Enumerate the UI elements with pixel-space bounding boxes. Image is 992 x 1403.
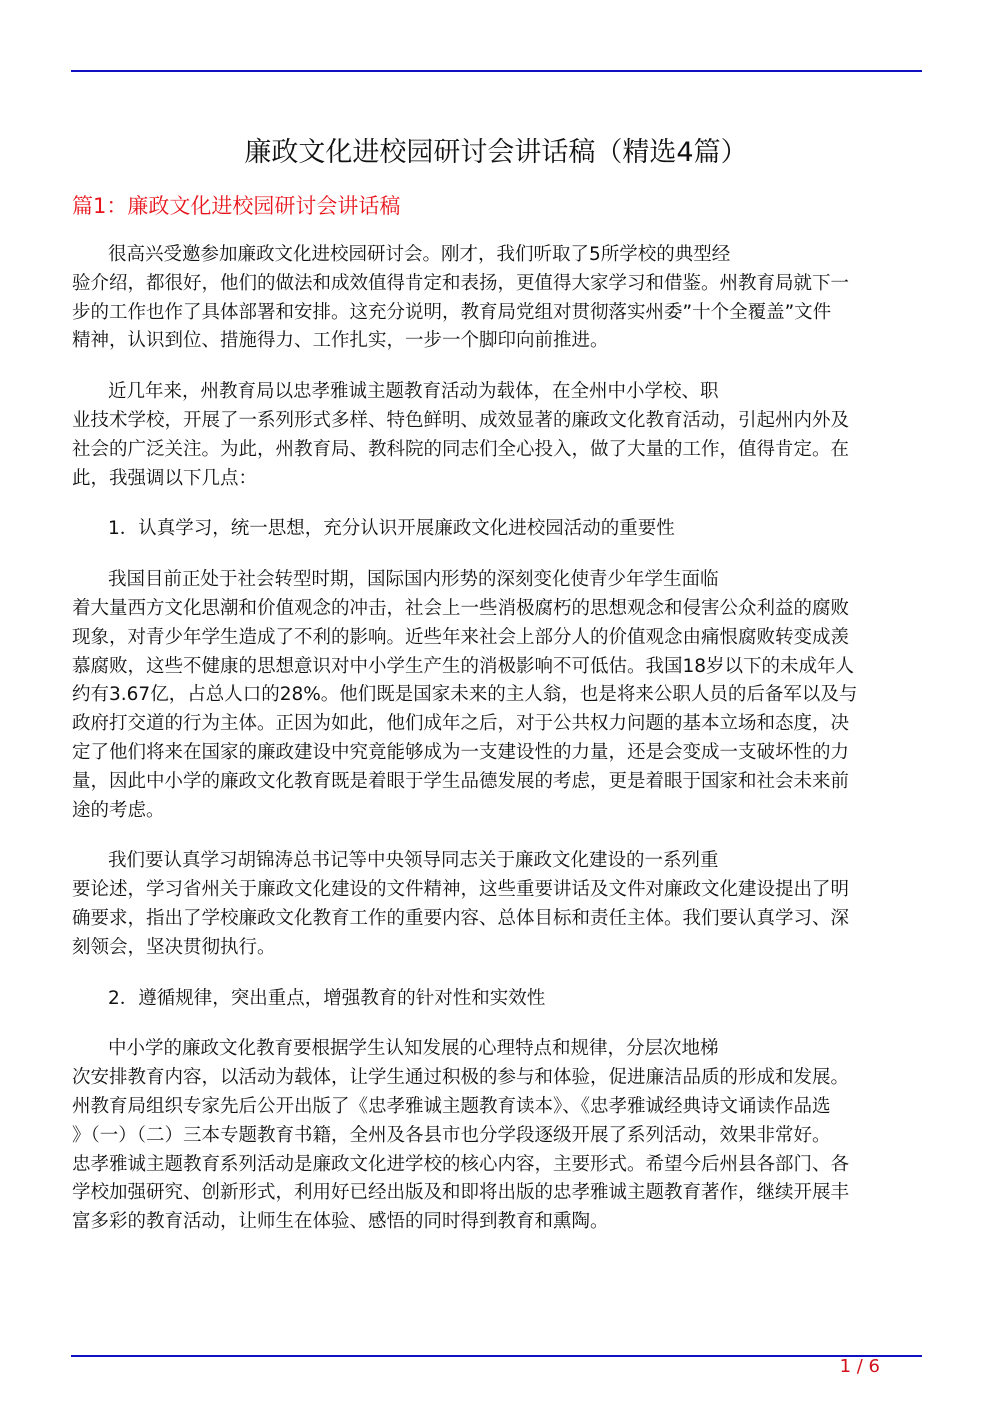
paragraph-line: 此，我强调以下几点： — [72, 467, 258, 489]
paragraph-line: 》（一）（二）三本专题教育书籍，全州及各县市也分学段逐级开展了系列活动，效果非常好。 — [72, 1124, 831, 1146]
paragraph-line: 约有3.67亿，占总人口的28%。他们既是国家未来的主人翁，也是将来公职人员的后备军以及与 — [72, 684, 858, 706]
paragraph-line: 社会的广泛关注。为此，州教育局、教科院的同志们全心投入，做了大量的工作，值得肯定。在 — [72, 438, 850, 460]
paragraph-line: 量，因此中小学的廉政文化教育既是着眼于学生品德发展的考虑，更是着眼于国家和社会未来前 — [72, 770, 850, 792]
paragraph-line: 刻领会，坚决贯彻执行。 — [72, 936, 276, 958]
paragraph — [72, 378, 912, 493]
paragraph-line: 我国目前正处于社会转型时期，国际国内形势的深刻变化使青少年学生面临 — [108, 569, 719, 591]
paragraph — [72, 515, 912, 544]
document-title: 廉政文化进校园研讨会讲话稿（精选4篇） — [244, 137, 748, 168]
paragraph-line: 精神，认识到位、措施得力、工作扎实，一步一个脚印向前推进。 — [72, 330, 609, 352]
paragraph-line: 业技术学校，开展了一系列形式多样、特色鲜明、成效显著的廉政文化教育活动，引起州内外及 — [72, 409, 850, 431]
paragraph-line: 途的考虑。 — [72, 799, 165, 821]
paragraph — [72, 241, 912, 356]
paragraph-line: 确要求，指出了学校廉政文化教育工作的重要内容、总体目标和责任主体。我们要认真学习、深 — [72, 907, 850, 929]
document-body — [72, 241, 912, 1259]
paragraph-line: 1．认真学习，统一思想，充分认识开展廉政文化进校园活动的重要性 — [108, 518, 675, 540]
paragraph-line: 政府打交道的行为主体。正因为如此，他们成年之后，对于公共权力问题的基本立场和态度，决 — [72, 713, 850, 735]
paragraph-line: 着大量西方文化思潮和价值观念的冲击，社会上一些消极腐朽的思想观念和侵害公众利益的腐败 — [72, 597, 850, 619]
paragraph-line: 定了他们将来在国家的廉政建设中究竟能够成为一支建设性的力量，还是会变成一支破坏性的力 — [72, 741, 850, 763]
paragraph-line: 忠孝雅诚主题教育系列活动是廉政文化进学校的核心内容，主要形式。希望今后州县各部门、各 — [72, 1153, 850, 1175]
paragraph-line: 很高兴受邀参加廉政文化进校园研讨会。刚才，我们听取了5所学校的典型经 — [108, 244, 731, 265]
paragraph-line: 要论述，学习省州关于廉政文化建设的文件精神，这些重要讲话及文件对廉政文化建设提出了明 — [72, 879, 850, 901]
paragraph — [72, 985, 912, 1014]
paragraph-line: 富多彩的教育活动，让师生在体验、感悟的同时得到教育和熏陶。 — [72, 1211, 609, 1233]
paragraph-line: 近几年来，州教育局以忠孝雅诚主题教育活动为载体，在全州中小学校、职 — [108, 381, 719, 403]
paragraph-line: 次安排教育内容，以活动为载体，让学生通过积极的参与和体验，促进廉洁品质的形成和发展。 — [72, 1067, 850, 1089]
paragraph-line: 步的工作也作了具体部署和安排。这充分说明，教育局党组对贯彻落实州委”十个全覆盖”文件 — [72, 301, 832, 323]
paragraph-line: 2．遵循规律，突出重点，增强教育的针对性和实效性 — [108, 987, 546, 1009]
paragraph-line: 学校加强研究、创新形式，利用好已经出版及和即将出版的忠孝雅诚主题教育著作，继续开展丰 — [72, 1182, 850, 1204]
paragraph-line: 州教育局组织专家先后公开出版了《忠孝雅诚主题教育读本》、《忠孝雅诚经典诗文诵读作品选 — [72, 1095, 831, 1117]
page-number: 1 / 6 — [839, 1356, 880, 1377]
paragraph-line: 现象，对青少年学生造成了不利的影响。近些年来社会上部分人的价值观念由痛恨腐败转变成羡 — [72, 626, 850, 648]
paragraph-line: 我们要认真学习胡锦涛总书记等中央领导同志关于廉政文化建设的一系列重 — [108, 850, 719, 872]
paragraph — [72, 566, 912, 825]
paragraph — [72, 847, 912, 962]
footer-rule — [71, 1355, 922, 1357]
section-heading: 篇1：廉政文化进校园研讨会讲话稿 — [72, 194, 401, 218]
paragraph-line: 中小学的廉政文化教育要根据学生认知发展的心理特点和规律，分层次地梯 — [108, 1038, 719, 1060]
paragraph-line: 验介绍，都很好，他们的做法和成效值得肯定和表扬，更值得大家学习和借鉴。州教育局就下一 — [72, 272, 850, 294]
paragraph — [72, 1035, 912, 1237]
paragraph-line: 慕腐败，这些不健康的思想意识对中小学生产生的消极影响不可低估。我国18岁以下的未成年人 — [72, 655, 855, 677]
header-rule — [71, 70, 922, 72]
